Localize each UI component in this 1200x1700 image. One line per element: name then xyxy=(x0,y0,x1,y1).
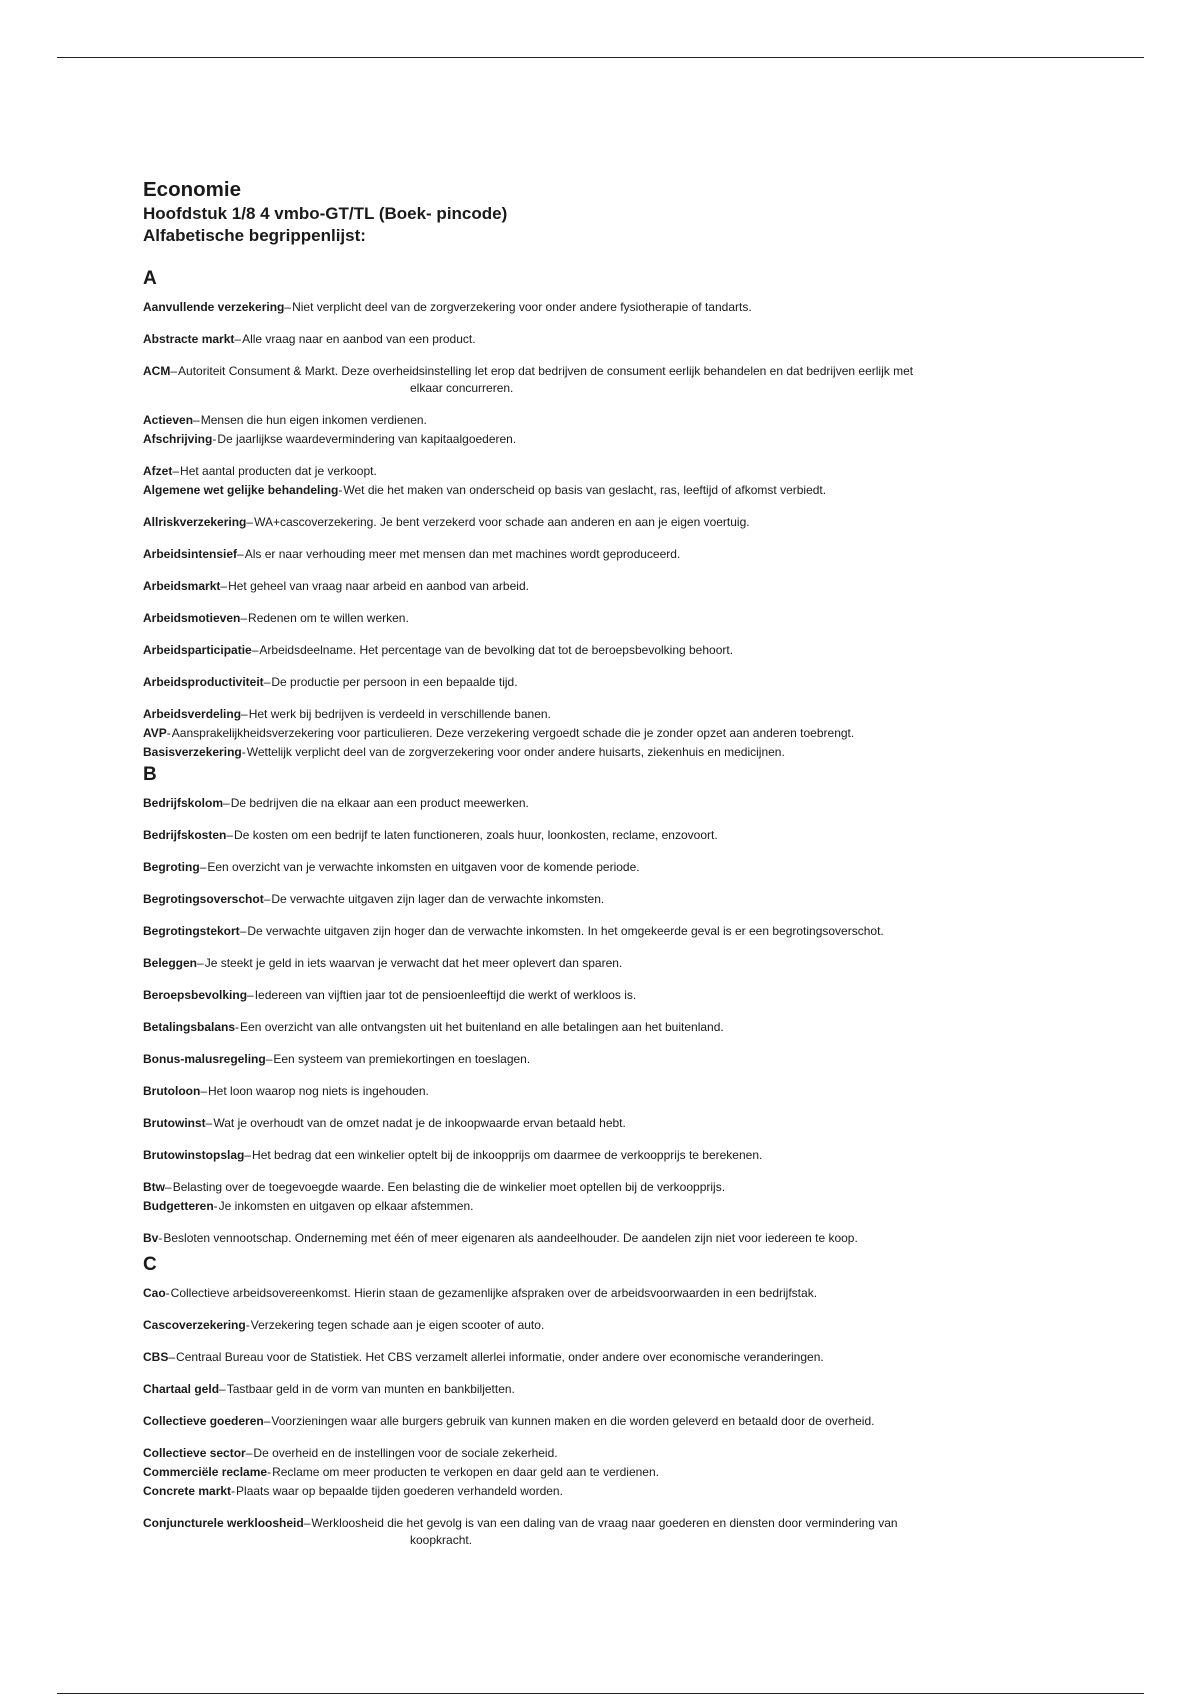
glossary-entry xyxy=(143,299,1083,316)
entry-definition: Autoriteit Consument & Markt. Deze overheidsinstelling let erop dat bedrijven de consument eerlijk behandelen en dat bedrijven eerlijk met xyxy=(178,364,914,378)
entry-term: Chartaal geld xyxy=(143,1382,220,1396)
entry-separator: – xyxy=(170,364,178,378)
entry-separator: – xyxy=(223,796,230,810)
glossary-entry xyxy=(143,987,1083,1004)
glossary-entry xyxy=(143,955,1083,972)
entry-term: Collectieve sector xyxy=(143,1446,246,1460)
entry-definition: Plaats waar op bepaalde tijden goederen verhandeld worden. xyxy=(236,1484,563,1498)
entry-term: Budgetteren xyxy=(143,1199,214,1213)
glossary-entry xyxy=(143,923,1083,940)
entry-separator: – xyxy=(284,300,292,314)
glossary-entry xyxy=(143,744,1083,761)
entry-separator: - xyxy=(241,745,246,759)
entry-definition: Een systeem van premiekortingen en toeslagen. xyxy=(273,1052,531,1066)
glossary-entry xyxy=(143,578,1083,595)
entry-definition: Wet die het maken van onderscheid op basis van geslacht, ras, leeftijd of afkomst verbiedt. xyxy=(343,483,827,497)
glossary-entry xyxy=(143,725,1083,742)
entry-term: Brutowinst xyxy=(143,1116,206,1130)
entry-term: CBS xyxy=(143,1350,169,1364)
entry-term: Concrete markt xyxy=(143,1484,232,1498)
glossary-entry xyxy=(143,1198,1083,1215)
entry-term: Aanvullende verzekering xyxy=(143,300,285,314)
entry-separator: – xyxy=(245,1446,253,1460)
entry-definition: De bedrijven die na elkaar aan een product meewerken. xyxy=(230,796,529,810)
glossary-entry xyxy=(143,674,1083,691)
page-subtitle-2: Alfabetische begrippenlijst: xyxy=(143,226,366,245)
glossary-entry xyxy=(143,610,1083,627)
glossary-entry xyxy=(143,331,1083,348)
entry-term: Beleggen xyxy=(143,956,198,970)
glossary-entry xyxy=(143,431,1083,448)
entry-separator: – xyxy=(240,611,248,625)
entry-definition: Tastbaar geld in de vorm van munten en bankbiljetten. xyxy=(226,1382,515,1396)
entry-separator: – xyxy=(234,332,242,346)
document-body xyxy=(143,176,1083,1551)
entry-term: Bonus-malusregeling xyxy=(143,1052,266,1066)
glossary-entry xyxy=(143,1349,1083,1366)
glossary-entry xyxy=(143,1083,1083,1100)
glossary-entry xyxy=(143,1413,1083,1430)
entry-definition: Werkloosheid die het gevolg is van een daling van de vraag naar goederen en diensten door vermindering van xyxy=(311,1516,898,1530)
entry-separator: - xyxy=(212,432,217,446)
entry-separator: - xyxy=(166,726,171,740)
entry-separator: – xyxy=(263,892,271,906)
entry-separator: – xyxy=(244,1148,252,1162)
entry-definition: De verwachte uitgaven zijn lager dan de verwachte inkomsten. xyxy=(271,892,605,906)
entry-separator: - xyxy=(245,1318,250,1332)
glossary-entry xyxy=(143,1230,1083,1247)
entry-definition: Besloten vennootschap. Onderneming met één of meer eigenaren als aandeelhouder. De aandelen zijn niet voor iedereen te koop. xyxy=(163,1231,858,1245)
entry-term: Brutowinstopslag xyxy=(143,1148,245,1162)
entry-separator: - xyxy=(158,1231,163,1245)
entry-term: Arbeidsmarkt xyxy=(143,579,221,593)
entry-separator: – xyxy=(226,828,234,842)
glossary-entry xyxy=(143,1051,1083,1068)
entry-term: Bedrijfskosten xyxy=(143,828,227,842)
footer-rule xyxy=(57,1693,1144,1694)
glossary-entry xyxy=(143,1179,1083,1196)
entry-term: Cao xyxy=(143,1286,166,1300)
entry-definition: De overheid en de instellingen voor de sociale zekerheid. xyxy=(253,1446,558,1460)
entry-separator: – xyxy=(239,924,247,938)
entry-definition: Arbeidsdeelname. Het percentage van de bevolking dat tot de beroepsbevolking behoort. xyxy=(259,643,734,657)
glossary-entry xyxy=(143,363,1083,397)
entry-definition: Collectieve arbeidsovereenkomst. Hierin staan de gezamenlijke afspraken over de arbeidsvoorwaarden in een bedrijfstak. xyxy=(170,1286,818,1300)
entry-term: Collectieve goederen xyxy=(143,1414,264,1428)
entry-definition: Voorzieningen waar alle burgers gebruik van kunnen maken en die worden geleverd en betaald door de overheid. xyxy=(271,1414,875,1428)
entry-separator: – xyxy=(246,515,254,529)
entry-definition: Het werk bij bedrijven is verdeeld in verschillende banen. xyxy=(248,707,551,721)
entry-separator: – xyxy=(165,1180,172,1194)
glossary-entry xyxy=(143,482,1083,499)
glossary-entry xyxy=(143,859,1083,876)
entry-definition: Je steekt je geld in iets waarvan je verwacht dat het meer oplevert dan sparen. xyxy=(204,956,623,970)
entry-definition: Een overzicht van je verwachte inkomsten en uitgaven voor de komende periode. xyxy=(207,860,640,874)
entry-separator: – xyxy=(251,643,259,657)
entry-separator: – xyxy=(263,675,271,689)
entry-term: Begrotingsoverschot xyxy=(143,892,264,906)
entry-separator: – xyxy=(220,579,228,593)
section-letter-c: C xyxy=(143,1254,157,1275)
entry-separator: – xyxy=(172,464,180,478)
glossary-entry xyxy=(143,412,1083,429)
entry-term: Conjuncturele werkloosheid xyxy=(143,1516,304,1530)
entry-separator: – xyxy=(197,956,204,970)
entry-term: Begroting xyxy=(143,860,200,874)
entry-definition: WA+cascoverzekering. Je bent verzekerd voor schade aan anderen en aan je eigen voertuig. xyxy=(254,515,750,529)
entry-definition: De jaarlijkse waardevermindering van kapitaalgoederen. xyxy=(217,432,517,446)
entry-separator: – xyxy=(247,988,254,1002)
entry-separator: – xyxy=(219,1382,226,1396)
entry-term: Btw xyxy=(143,1180,165,1194)
entry-definition: Niet verplicht deel van de zorgverzekering voor onder andere fysiotherapie of tandarts. xyxy=(292,300,752,314)
entry-term: Afzet xyxy=(143,464,173,478)
glossary-entry xyxy=(143,1445,1083,1462)
glossary xyxy=(143,267,1083,1549)
page-title: Economie xyxy=(143,178,241,201)
glossary-entry xyxy=(143,795,1083,812)
glossary-entry xyxy=(143,1483,1083,1500)
entry-definition: Redenen om te willen werken. xyxy=(248,611,409,625)
entry-term: Arbeidsproductiviteit xyxy=(143,675,264,689)
glossary-entry xyxy=(143,1515,1083,1549)
entry-separator: – xyxy=(265,1052,273,1066)
entry-separator: - xyxy=(213,1199,218,1213)
entry-definition: Het aantal producten dat je verkoopt. xyxy=(180,464,377,478)
glossary-entry xyxy=(143,1381,1083,1398)
entry-term: Actieven xyxy=(143,413,194,427)
entry-term: Arbeidsverdeling xyxy=(143,707,242,721)
entry-definition: Een overzicht van alle ontvangsten uit het buitenland en alle betalingen aan het buitenland. xyxy=(240,1020,724,1034)
entry-term: Beroepsbevolking xyxy=(143,988,248,1002)
entry-separator: – xyxy=(193,413,200,427)
entry-definition: Het bedrag dat een winkelier optelt bij de inkoopprijs om daarmee de verkoopprijs te berekenen. xyxy=(252,1148,763,1162)
glossary-entry xyxy=(143,1317,1083,1334)
entry-definition: De productie per persoon in een bepaalde tijd. xyxy=(271,675,518,689)
entry-term: ACM xyxy=(143,364,171,378)
entry-term: Allriskverzekering xyxy=(143,515,247,529)
entry-definition: Je inkomsten en uitgaven op elkaar afstemmen. xyxy=(218,1199,474,1213)
entry-definition: Reclame om meer producten te verkopen en daar geld aan te verdienen. xyxy=(272,1465,659,1479)
entry-term: Abstracte markt xyxy=(143,332,235,346)
entry-term: Bv xyxy=(143,1231,159,1245)
section-letter-a: A xyxy=(143,268,157,289)
entry-definition: Wat je overhoudt van de omzet nadat je de inkoopwaarde ervan betaald hebt. xyxy=(213,1116,626,1130)
entry-definition: Het geheel van vraag naar arbeid en aanbod van arbeid. xyxy=(228,579,529,593)
entry-definition-continued: koopkracht. xyxy=(410,1533,473,1547)
entry-definition: De kosten om een bedrijf te laten functioneren, zoals huur, loonkosten, reclame, enzovoort. xyxy=(234,828,718,842)
page-subtitle-1: Hoofdstuk 1/8 4 vmbo-GT/TL (Boek- pincode) xyxy=(143,204,508,223)
glossary-entry xyxy=(143,463,1083,480)
entry-definition-continued: elkaar concurreren. xyxy=(410,381,514,395)
entry-separator: – xyxy=(168,1350,176,1364)
entry-definition: Centraal Bureau voor de Statistiek. Het CBS verzamelt allerlei informatie, onder andere over economische veranderingen. xyxy=(176,1350,824,1364)
entry-term: Cascoverzekering xyxy=(143,1318,246,1332)
entry-term: Commerciële reclame xyxy=(143,1465,268,1479)
entry-definition: Verzekering tegen schade aan je eigen scooter of auto. xyxy=(250,1318,545,1332)
glossary-entry xyxy=(143,642,1083,659)
entry-term: Basisverzekering xyxy=(143,745,242,759)
entry-definition: Aansprakelijkheidsverzekering voor particulieren. Deze verzekering vergoedt schade die je zonder opzet aan anderen toebrengt. xyxy=(171,726,855,740)
entry-separator: – xyxy=(205,1116,213,1130)
entry-definition: Alle vraag naar en aanbod van een product. xyxy=(242,332,476,346)
entry-separator: – xyxy=(200,1084,208,1098)
entry-separator: - xyxy=(165,1286,170,1300)
glossary-entry xyxy=(143,706,1083,723)
entry-definition: De verwachte uitgaven zijn hoger dan de verwachte inkomsten. In het omgekeerde geval is er een begrotingsoverschot. xyxy=(247,924,884,938)
glossary-entry xyxy=(143,1147,1083,1164)
glossary-entry xyxy=(143,891,1083,908)
entry-separator: – xyxy=(199,860,207,874)
entry-definition: Mensen die hun eigen inkomen verdienen. xyxy=(200,413,427,427)
glossary-entry xyxy=(143,1464,1083,1481)
entry-definition: Belasting over de toegevoegde waarde. Een belasting die de winkelier moet optellen bij de verkoopprijs. xyxy=(172,1180,726,1194)
entry-term: Arbeidsmotieven xyxy=(143,611,241,625)
entry-definition: Wettelijk verplicht deel van de zorgverzekering voor onder andere huisarts, ziekenhuis en medicijnen. xyxy=(246,745,785,759)
entry-term: AVP xyxy=(143,726,167,740)
entry-definition: Als er naar verhouding meer met mensen dan met machines wordt geproduceerd. xyxy=(244,547,681,561)
entry-term: Brutoloon xyxy=(143,1084,201,1098)
entry-term: Arbeidsparticipatie xyxy=(143,643,252,657)
entry-term: Afschrijving xyxy=(143,432,213,446)
entry-term: Algemene wet gelijke behandeling xyxy=(143,483,339,497)
header-rule xyxy=(57,57,1144,58)
entry-separator: - xyxy=(338,483,343,497)
entry-term: Begrotingstekort xyxy=(143,924,240,938)
glossary-entry xyxy=(143,1019,1083,1036)
entry-term: Arbeidsintensief xyxy=(143,547,238,561)
glossary-entry xyxy=(143,827,1083,844)
entry-definition: Het loon waarop nog niets is ingehouden. xyxy=(208,1084,429,1098)
entry-term: Bedrijfskolom xyxy=(143,796,224,810)
entry-definition: Iedereen van vijftien jaar tot de pensioenleeftijd die werkt of werkloos is. xyxy=(254,988,637,1002)
glossary-entry xyxy=(143,1285,1083,1302)
entry-term: Betalingsbalans xyxy=(143,1020,236,1034)
entry-separator: – xyxy=(303,1516,311,1530)
section-letter-b: B xyxy=(143,764,157,785)
entry-separator: – xyxy=(263,1414,271,1428)
entry-separator: - xyxy=(267,1465,272,1479)
glossary-entry xyxy=(143,546,1083,563)
entry-separator: - xyxy=(231,1484,236,1498)
glossary-entry xyxy=(143,514,1083,531)
entry-separator: – xyxy=(237,547,244,561)
glossary-entry xyxy=(143,1115,1083,1132)
entry-separator: - xyxy=(235,1020,240,1034)
entry-separator: – xyxy=(241,707,248,721)
